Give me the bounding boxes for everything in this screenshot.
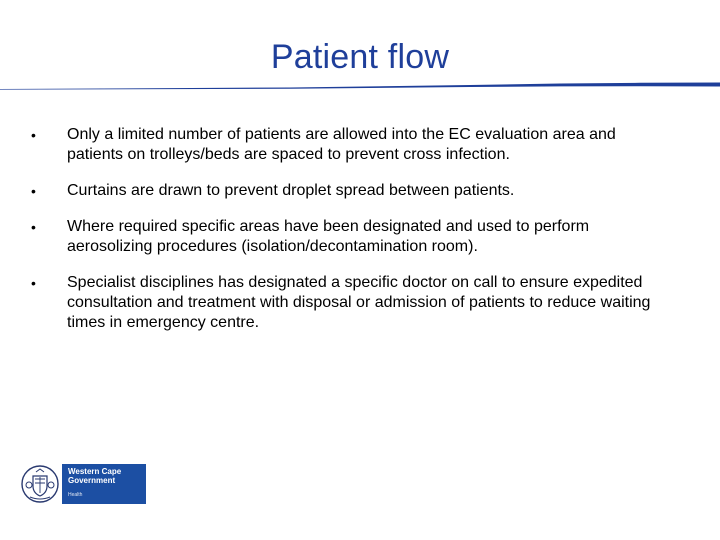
- bullet-text: Specialist disciplines has designated a specific doctor on call to ensure expedited consultation and treatment with disposal or admission of patients to reduce waiting times in emergency centre.: [67, 274, 651, 331]
- coat-of-arms-icon: [20, 464, 60, 504]
- bullet-text: Curtains are drawn to prevent droplet spread between patients.: [67, 182, 515, 199]
- bullet-dot: •: [31, 127, 36, 143]
- logo-wordmark: [62, 464, 146, 504]
- bullet-text: Only a limited number of patients are allowed into the EC evaluation area and patients on trolleys/beds are spaced to prevent cross infection.: [67, 126, 616, 163]
- logo-line-2: Government: [68, 476, 116, 485]
- logo-line-3: Health: [68, 492, 83, 498]
- list-item: [0, 125, 720, 165]
- list-item: [0, 273, 720, 333]
- list-item: [0, 181, 720, 201]
- logo-line-1: Western Cape: [68, 467, 122, 476]
- bullet-list: [0, 125, 720, 349]
- bullet-dot: •: [31, 275, 36, 291]
- list-item: [0, 217, 720, 257]
- bullet-text: Where required specific areas have been designated and used to perform aerosolizing procedures (isolation/decontamination room).: [67, 218, 590, 255]
- western-cape-government-logo: [20, 464, 146, 504]
- title-divider: [0, 78, 720, 92]
- slide-title: Patient flow: [270, 38, 450, 76]
- bullet-dot: •: [31, 219, 36, 235]
- bullet-dot: •: [31, 183, 36, 199]
